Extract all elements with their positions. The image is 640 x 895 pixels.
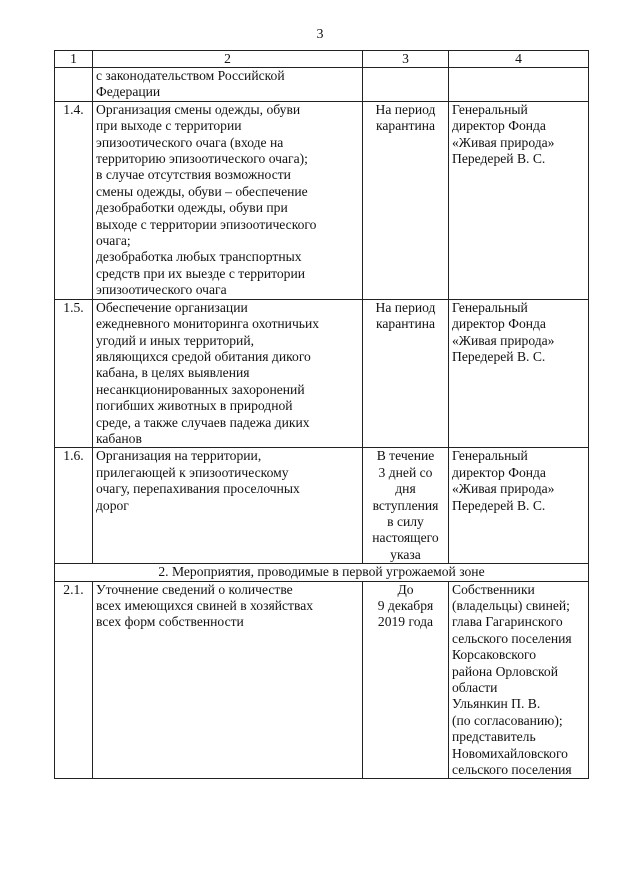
responsible-text-line: Ульянкин П. В. [452, 696, 541, 712]
measure-text-line: дезобработки одежды, обуви при [96, 200, 288, 216]
table-row [55, 299, 589, 448]
table-row [55, 68, 589, 102]
measure-text-line: Федерации [96, 84, 161, 100]
deadline-text-cell [363, 299, 449, 448]
responsible-text-line: Генеральный [452, 101, 528, 117]
responsible-text-line: Генеральный [452, 299, 528, 315]
deadline-text-line: карантина [375, 316, 436, 332]
measure-text-line: с законодательством Российской [96, 68, 285, 83]
measure-text-line: кабанов [96, 430, 142, 446]
responsible-text-line: директор Фонда [452, 118, 546, 134]
table-row [55, 581, 589, 779]
measure-text-line: при выходе с территории [96, 118, 242, 134]
header-cell-4: 4 [449, 51, 589, 68]
measure-text-line: смены одежды, обуви – обеспечение [96, 183, 308, 199]
responsible-text-line: «Живая природа» [452, 481, 555, 497]
row-number: 1.4. [55, 101, 93, 299]
deadline-text-line: 9 декабря [377, 598, 434, 613]
responsible-text-line: района Орловской [452, 663, 558, 679]
deadline-text-cell [363, 581, 449, 779]
responsible-text-line: Корсаковского [452, 647, 537, 663]
responsible-text-line: «Живая природа» [452, 332, 555, 348]
responsible-text-line: директор Фонда [452, 464, 546, 480]
responsible-text-line: сельского поселения [452, 762, 572, 778]
row-number: 1.6. [55, 448, 93, 564]
deadline-text-line: настоящего [372, 530, 439, 546]
measures-table [54, 50, 589, 779]
measure-text-line: погибших животных в природной [96, 398, 293, 414]
measure-text-line: всех имеющихся свиней в хозяйствах [96, 598, 314, 613]
measure-text-line: несанкционированных захоронений [96, 381, 305, 397]
responsible-text-line: сельского поселения [452, 630, 572, 646]
deadline-text-cell [363, 448, 449, 564]
responsible-text-line: области [452, 680, 498, 696]
responsible-text-line: «Живая природа» [452, 134, 555, 150]
measure-text-line: угодий и иных территорий, [96, 332, 255, 348]
measure-text-cell [93, 299, 363, 448]
header-cell-2: 2 [93, 51, 363, 68]
section-heading: 2. Мероприятия, проводимые в первой угрожаемой зоне [55, 564, 589, 581]
deadline-text-line: На период [375, 101, 436, 117]
responsible-text-line: Собственники [452, 581, 535, 597]
deadline-text-line: указа [390, 546, 421, 562]
header-cell-1: 1 [55, 51, 93, 68]
table-header-row [55, 51, 589, 68]
measure-text-line: дезобработка любых транспортных [96, 249, 302, 265]
page-number: 3 [316, 27, 324, 42]
measure-text-line: очагу, перепахивания проселочных [96, 481, 300, 497]
measure-text-cell [93, 101, 363, 299]
deadline-text-line: 3 дней со [378, 464, 433, 480]
header-cell-3: 3 [363, 51, 449, 68]
responsible-text-line: представитель [452, 729, 536, 745]
responsible-text-line: (владельцы) свиней; [452, 598, 570, 613]
responsible-text-cell [449, 68, 589, 102]
measure-text-line: Организация на территории, [96, 448, 262, 464]
deadline-text-line: До [397, 581, 414, 597]
measure-text-cell [93, 68, 363, 102]
deadline-text-line: 2019 года [377, 614, 434, 630]
measure-text-line: кабана, в целях выявления [96, 365, 250, 381]
measure-text-line: Обеспечение организации [96, 299, 248, 315]
table-row [55, 101, 589, 299]
deadline-text-cell [363, 68, 449, 102]
deadline-text-cell [363, 101, 449, 299]
row-number: 2.1. [55, 581, 93, 779]
responsible-text-cell [449, 101, 589, 299]
measure-text-line: являющихся средой обитания дикого [96, 348, 311, 364]
measure-text-line: выходе с территории эпизоотического [96, 216, 317, 232]
responsible-text-line: Передерей В. С. [452, 348, 546, 364]
responsible-text-line: Передерей В. С. [452, 497, 546, 513]
deadline-text-line: карантина [375, 118, 436, 134]
measure-text-line: всех форм собственности [96, 614, 244, 630]
deadline-text-line: вступления [372, 497, 439, 513]
measure-text-line: эпизоотического очага [96, 282, 227, 298]
deadline-text-line: В течение [376, 448, 435, 464]
measure-text-line: Организация смены одежды, обуви [96, 101, 301, 117]
responsible-text-line: (по согласованию); [452, 712, 563, 728]
measure-text-cell [93, 448, 363, 564]
measure-text-line: дорог [96, 497, 129, 513]
measure-text-line: в случае отсутствия возможности [96, 167, 291, 183]
responsible-text-cell [449, 581, 589, 779]
responsible-text-cell [449, 448, 589, 564]
responsible-text-line: глава Гагаринского [452, 614, 563, 630]
row-number: 1.5. [55, 299, 93, 448]
measure-text-line: очага; [96, 233, 131, 249]
row-number [55, 68, 93, 102]
measure-text-line: территорию эпизоотического очага); [96, 151, 308, 167]
deadline-text-line: в силу [387, 513, 424, 529]
table-row [55, 448, 589, 564]
responsible-text-line: Передерей В. С. [452, 151, 546, 167]
section-row [55, 564, 589, 581]
responsible-text-line: Генеральный [452, 448, 528, 464]
measure-text-line: эпизоотического очага (входе на [96, 134, 284, 150]
deadline-text-line: дня [395, 481, 416, 497]
measure-text-line: Уточнение сведений о количестве [96, 581, 293, 597]
measure-text-line: среде, а также случаев падежа диких [96, 414, 310, 430]
measure-text-cell [93, 581, 363, 779]
measure-text-line: средств при их выезде с территории [96, 265, 306, 281]
responsible-text-cell [449, 299, 589, 448]
measure-text-line: ежедневного мониторинга охотничьих [96, 316, 320, 332]
responsible-text-line: Новомихайловского [452, 745, 568, 761]
measure-text-line: прилегающей к эпизоотическому [96, 464, 289, 480]
responsible-text-line: директор Фонда [452, 316, 546, 332]
deadline-text-line: На период [375, 299, 436, 315]
